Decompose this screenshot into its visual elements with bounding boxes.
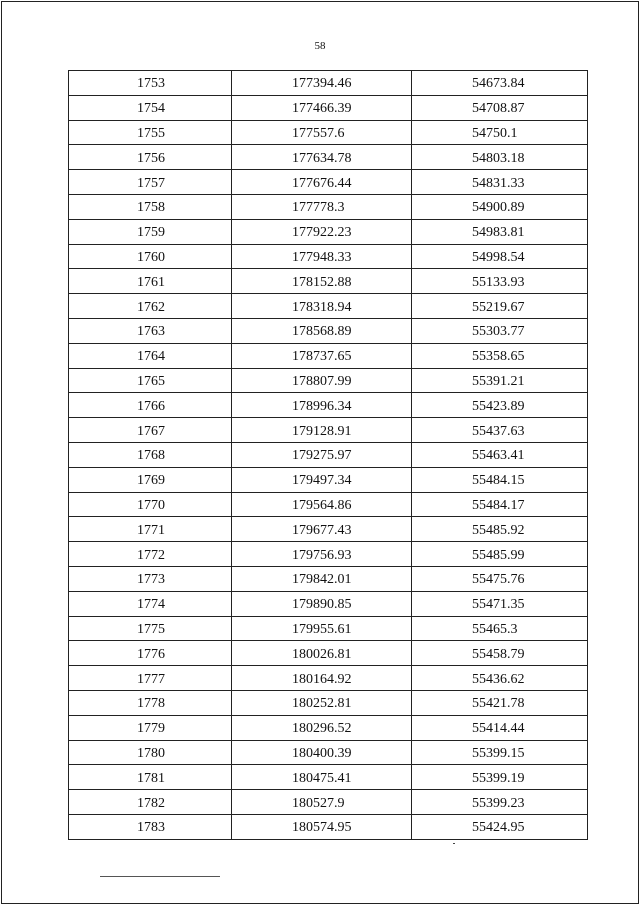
value-a-cell-text: 177394.46 xyxy=(292,76,352,92)
table-row xyxy=(69,170,588,195)
year-cell-text: 1775 xyxy=(137,621,165,637)
year-cell-text: 1773 xyxy=(137,572,165,588)
value-b-cell xyxy=(412,343,588,368)
year-cell xyxy=(69,95,232,120)
year-cell-text: 1776 xyxy=(137,646,165,662)
value-b-cell xyxy=(412,95,588,120)
table-row xyxy=(69,715,588,740)
value-a-cell-text: 177466.39 xyxy=(292,101,352,117)
year-cell xyxy=(69,542,232,567)
year-cell-text: 1779 xyxy=(137,721,165,737)
value-a-cell-text: 178996.34 xyxy=(292,398,352,414)
value-a-cell xyxy=(232,790,412,815)
year-cell-text: 1774 xyxy=(137,597,165,613)
value-b-cell xyxy=(412,765,588,790)
value-a-cell-text: 179497.34 xyxy=(292,473,352,489)
year-cell xyxy=(69,715,232,740)
value-b-cell-text: 55303.77 xyxy=(472,324,525,340)
value-a-cell-text: 180475.41 xyxy=(292,770,352,786)
value-b-cell-text: 55414.44 xyxy=(472,721,525,737)
value-a-cell xyxy=(232,269,412,294)
value-b-cell-text: 54708.87 xyxy=(472,101,525,117)
value-a-cell-text: 177948.33 xyxy=(292,249,352,265)
table-row xyxy=(69,765,588,790)
year-cell-text: 1756 xyxy=(137,150,165,166)
year-cell-text: 1766 xyxy=(137,398,165,414)
value-b-cell xyxy=(412,715,588,740)
value-b-cell-text: 54750.1 xyxy=(472,125,518,141)
year-cell xyxy=(69,467,232,492)
value-b-cell xyxy=(412,492,588,517)
value-b-cell xyxy=(412,244,588,269)
value-a-cell-text: 180296.52 xyxy=(292,721,352,737)
value-b-cell-text: 55437.63 xyxy=(472,423,525,439)
year-cell xyxy=(69,194,232,219)
value-b-cell-text: 55358.65 xyxy=(472,349,525,365)
value-b-cell xyxy=(412,269,588,294)
value-b-cell-text: 55463.41 xyxy=(472,448,525,464)
value-a-cell xyxy=(232,765,412,790)
table-row xyxy=(69,616,588,641)
value-b-cell-text: 55465.3 xyxy=(472,621,518,637)
value-b-cell xyxy=(412,666,588,691)
value-a-cell xyxy=(232,145,412,170)
value-a-cell xyxy=(232,542,412,567)
table-row xyxy=(69,244,588,269)
value-a-cell-text: 179128.91 xyxy=(292,423,352,439)
value-a-cell-text: 177634.78 xyxy=(292,150,352,166)
value-a-cell xyxy=(232,566,412,591)
table-row xyxy=(69,95,588,120)
value-a-cell xyxy=(232,120,412,145)
value-a-cell xyxy=(232,666,412,691)
value-a-cell-text: 177922.23 xyxy=(292,225,352,241)
year-cell xyxy=(69,666,232,691)
year-cell xyxy=(69,517,232,542)
year-cell xyxy=(69,790,232,815)
value-a-cell xyxy=(232,393,412,418)
value-a-cell xyxy=(232,418,412,443)
year-cell xyxy=(69,170,232,195)
value-a-cell-text: 179564.86 xyxy=(292,497,352,513)
value-a-cell xyxy=(232,467,412,492)
year-cell-text: 1753 xyxy=(137,76,165,92)
value-a-cell xyxy=(232,492,412,517)
table-row xyxy=(69,814,588,839)
value-a-cell-text: 180574.95 xyxy=(292,820,352,836)
value-a-cell-text: 180252.81 xyxy=(292,696,352,712)
year-cell-text: 1764 xyxy=(137,349,165,365)
value-a-cell-text: 180026.81 xyxy=(292,646,352,662)
value-a-cell xyxy=(232,740,412,765)
value-a-cell-text: 178737.65 xyxy=(292,349,352,365)
table-row xyxy=(69,343,588,368)
value-a-cell-text: 179955.61 xyxy=(292,621,352,637)
value-b-cell-text: 54673.84 xyxy=(472,76,525,92)
year-cell xyxy=(69,294,232,319)
value-a-cell-text: 178568.89 xyxy=(292,324,352,340)
year-cell xyxy=(69,566,232,591)
year-cell xyxy=(69,492,232,517)
value-b-cell xyxy=(412,318,588,343)
table-row xyxy=(69,790,588,815)
year-cell-text: 1770 xyxy=(137,497,165,513)
value-b-cell xyxy=(412,194,588,219)
year-cell xyxy=(69,765,232,790)
table-row xyxy=(69,145,588,170)
value-b-cell-text: 54831.33 xyxy=(472,175,525,191)
table-row xyxy=(69,591,588,616)
value-a-cell xyxy=(232,71,412,96)
value-b-cell-text: 55133.93 xyxy=(472,274,525,290)
year-cell-text: 1754 xyxy=(137,101,165,117)
value-a-cell xyxy=(232,368,412,393)
year-cell xyxy=(69,219,232,244)
value-b-cell-text: 55391.21 xyxy=(472,373,525,389)
value-b-cell xyxy=(412,740,588,765)
year-cell-text: 1761 xyxy=(137,274,165,290)
table-row xyxy=(69,418,588,443)
value-b-cell xyxy=(412,393,588,418)
year-cell xyxy=(69,442,232,467)
year-cell xyxy=(69,690,232,715)
value-a-cell xyxy=(232,219,412,244)
year-cell xyxy=(69,591,232,616)
value-b-cell xyxy=(412,616,588,641)
year-cell-text: 1765 xyxy=(137,373,165,389)
value-a-cell xyxy=(232,244,412,269)
value-b-cell-text: 55458.79 xyxy=(472,646,525,662)
scan-speck xyxy=(453,843,455,844)
value-b-cell-text: 54998.54 xyxy=(472,249,525,265)
value-a-cell xyxy=(232,343,412,368)
year-cell xyxy=(69,393,232,418)
footer-rule xyxy=(100,876,220,877)
table-row xyxy=(69,467,588,492)
value-a-cell-text: 180527.9 xyxy=(292,795,345,811)
year-cell-text: 1783 xyxy=(137,820,165,836)
value-b-cell xyxy=(412,566,588,591)
year-cell xyxy=(69,814,232,839)
value-b-cell-text: 55399.23 xyxy=(472,795,525,811)
year-cell xyxy=(69,343,232,368)
value-a-cell xyxy=(232,616,412,641)
value-b-cell-text: 55484.15 xyxy=(472,473,525,489)
table-row xyxy=(69,294,588,319)
value-a-cell xyxy=(232,814,412,839)
page-number: 58 xyxy=(314,40,326,52)
value-b-cell-text: 55421.78 xyxy=(472,696,525,712)
value-b-cell xyxy=(412,690,588,715)
value-b-cell xyxy=(412,294,588,319)
value-a-cell xyxy=(232,442,412,467)
year-cell-text: 1755 xyxy=(137,125,165,141)
data-table xyxy=(68,70,588,840)
value-a-cell-text: 177676.44 xyxy=(292,175,352,191)
table-row xyxy=(69,492,588,517)
year-cell xyxy=(69,120,232,145)
value-a-cell xyxy=(232,95,412,120)
table-row xyxy=(69,641,588,666)
year-cell-text: 1760 xyxy=(137,249,165,265)
value-a-cell-text: 179890.85 xyxy=(292,597,352,613)
year-cell xyxy=(69,418,232,443)
value-a-cell-text: 177557.6 xyxy=(292,125,345,141)
value-a-cell xyxy=(232,170,412,195)
table-row xyxy=(69,318,588,343)
value-a-cell xyxy=(232,690,412,715)
value-b-cell-text: 54900.89 xyxy=(472,200,525,216)
table-row xyxy=(69,393,588,418)
year-cell xyxy=(69,616,232,641)
year-cell-text: 1757 xyxy=(137,175,165,191)
value-a-cell-text: 179677.43 xyxy=(292,522,352,538)
year-cell-text: 1778 xyxy=(137,696,165,712)
value-a-cell xyxy=(232,591,412,616)
value-b-cell-text: 55484.17 xyxy=(472,497,525,513)
value-b-cell-text: 55485.99 xyxy=(472,547,525,563)
value-b-cell-text: 55471.35 xyxy=(472,597,525,613)
year-cell-text: 1771 xyxy=(137,522,165,538)
table-row xyxy=(69,690,588,715)
year-cell-text: 1768 xyxy=(137,448,165,464)
year-cell xyxy=(69,269,232,294)
year-cell xyxy=(69,740,232,765)
year-cell-text: 1772 xyxy=(137,547,165,563)
value-b-cell xyxy=(412,790,588,815)
value-b-cell-text: 55399.19 xyxy=(472,770,525,786)
table-row xyxy=(69,666,588,691)
value-a-cell xyxy=(232,715,412,740)
data-table-body xyxy=(69,71,588,840)
value-a-cell xyxy=(232,517,412,542)
value-a-cell-text: 178152.88 xyxy=(292,274,352,290)
value-b-cell-text: 54803.18 xyxy=(472,150,525,166)
value-b-cell-text: 55399.15 xyxy=(472,745,525,761)
year-cell xyxy=(69,145,232,170)
value-b-cell xyxy=(412,71,588,96)
value-b-cell-text: 55436.62 xyxy=(472,671,525,687)
value-a-cell xyxy=(232,294,412,319)
year-cell-text: 1763 xyxy=(137,324,165,340)
year-cell-text: 1767 xyxy=(137,423,165,439)
value-b-cell xyxy=(412,219,588,244)
value-b-cell xyxy=(412,591,588,616)
value-a-cell-text: 179756.93 xyxy=(292,547,352,563)
value-b-cell-text: 55475.76 xyxy=(472,572,525,588)
value-a-cell-text: 180400.39 xyxy=(292,745,352,761)
value-b-cell-text: 54983.81 xyxy=(472,225,525,241)
value-b-cell xyxy=(412,517,588,542)
value-b-cell xyxy=(412,170,588,195)
value-b-cell xyxy=(412,641,588,666)
year-cell-text: 1758 xyxy=(137,200,165,216)
value-b-cell-text: 55423.89 xyxy=(472,398,525,414)
value-b-cell-text: 55219.67 xyxy=(472,299,525,315)
value-a-cell-text: 180164.92 xyxy=(292,671,352,687)
value-b-cell xyxy=(412,542,588,567)
value-b-cell-text: 55424.95 xyxy=(472,820,525,836)
year-cell xyxy=(69,244,232,269)
table-row xyxy=(69,219,588,244)
table-row xyxy=(69,194,588,219)
table-row xyxy=(69,442,588,467)
table-row xyxy=(69,740,588,765)
value-a-cell xyxy=(232,318,412,343)
year-cell-text: 1781 xyxy=(137,770,165,786)
year-cell xyxy=(69,641,232,666)
table-row xyxy=(69,269,588,294)
value-b-cell xyxy=(412,442,588,467)
year-cell-text: 1777 xyxy=(137,671,165,687)
year-cell-text: 1769 xyxy=(137,473,165,489)
value-b-cell xyxy=(412,145,588,170)
table-row xyxy=(69,566,588,591)
value-a-cell-text: 178318.94 xyxy=(292,299,352,315)
table-row xyxy=(69,542,588,567)
year-cell-text: 1762 xyxy=(137,299,165,315)
value-a-cell xyxy=(232,641,412,666)
table-row xyxy=(69,368,588,393)
value-a-cell-text: 178807.99 xyxy=(292,373,352,389)
value-b-cell xyxy=(412,467,588,492)
year-cell xyxy=(69,368,232,393)
year-cell-text: 1759 xyxy=(137,225,165,241)
value-b-cell-text: 55485.92 xyxy=(472,522,525,538)
value-b-cell xyxy=(412,418,588,443)
year-cell-text: 1780 xyxy=(137,745,165,761)
value-a-cell-text: 179842.01 xyxy=(292,572,352,588)
value-b-cell xyxy=(412,814,588,839)
table-row xyxy=(69,120,588,145)
value-a-cell-text: 177778.3 xyxy=(292,200,345,216)
table-row xyxy=(69,71,588,96)
table-row xyxy=(69,517,588,542)
year-cell-text: 1782 xyxy=(137,795,165,811)
value-b-cell xyxy=(412,120,588,145)
value-b-cell xyxy=(412,368,588,393)
year-cell xyxy=(69,71,232,96)
value-a-cell-text: 179275.97 xyxy=(292,448,352,464)
value-a-cell xyxy=(232,194,412,219)
year-cell xyxy=(69,318,232,343)
